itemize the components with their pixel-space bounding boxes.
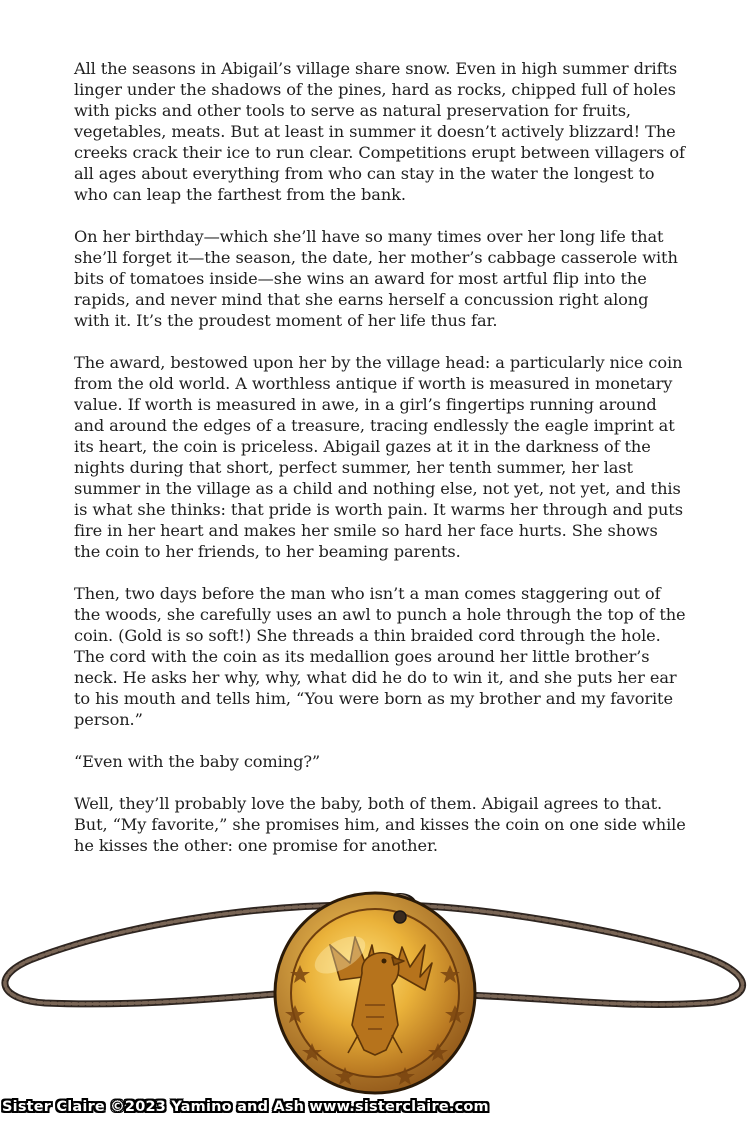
story-paragraph: “Even with the baby coming?” bbox=[74, 752, 321, 771]
story-paragraph: The award, bestowed upon her by the village head: a particularly nice coin from the old world. A worthless antique if worth is measured in monetary value. If worth is measured in awe, in a girl’s fingertips running around and around the edges of a treasure, tracing endlessly the eagle imprint at its heart, the coin is priceless. Abigail gazes at it in the darkness of the nights during that short, perfect summer, her tenth summer, her last summer in the village as a child and nothing else, not yet, not yet, and this is what she thinks: that pride is worth pain. It warms her through and puts fire in her heart and makes her smile so hard her face hurts. She shows the coin to her friends, to her beaming parents. bbox=[74, 353, 683, 561]
gold-coin bbox=[275, 893, 475, 1093]
gold-coin-medallion-icon bbox=[0, 885, 750, 1110]
story-paragraph: Well, they’ll probably love the baby, both of them. Abigail agrees to that. But, “My favorite,” she promises him, and kisses the coin on one side while he kisses the other: one promise for another. bbox=[74, 794, 686, 855]
story-text bbox=[74, 58, 686, 877]
copyright-credit: Sister Claire ©2023 Yamino and Ash www.sisterclaire.com bbox=[2, 1099, 489, 1115]
story-paragraph: All the seasons in Abigail’s village share snow. Even in high summer drifts linger under the shadows of the pines, hard as rocks, chipped full of holes with picks and other tools to serve as natural preservation for fruits, vegetables, meats. But at least in summer it doesn’t actively blizzard! The creeks crack their ice to run clear. Competitions erupt between villagers of all ages about everything from who can stay in the water the longest to who can leap the farthest from the bank. bbox=[74, 59, 685, 204]
story-paragraph: On her birthday—which she’ll have so many times over her long life that she’ll forget it—the season, the date, her mother’s cabbage casserole with bits of tomatoes inside—she wins an award for most artful flip into the rapids, and never mind that she earns herself a concussion right along with it. It’s the proudest moment of her life thus far. bbox=[74, 227, 678, 330]
story-paragraph: Then, two days before the man who isn’t a man comes staggering out of the woods, she carefully uses an awl to punch a hole through the top of the coin. (Gold is so soft!) She threads a thin braided cord through the hole. The cord with the coin as its medallion goes around her little brother’s neck. He asks her why, why, what did he do to win it, and she puts her ear to his mouth and tells him, “You were born as my brother and my favorite person.” bbox=[74, 584, 686, 729]
